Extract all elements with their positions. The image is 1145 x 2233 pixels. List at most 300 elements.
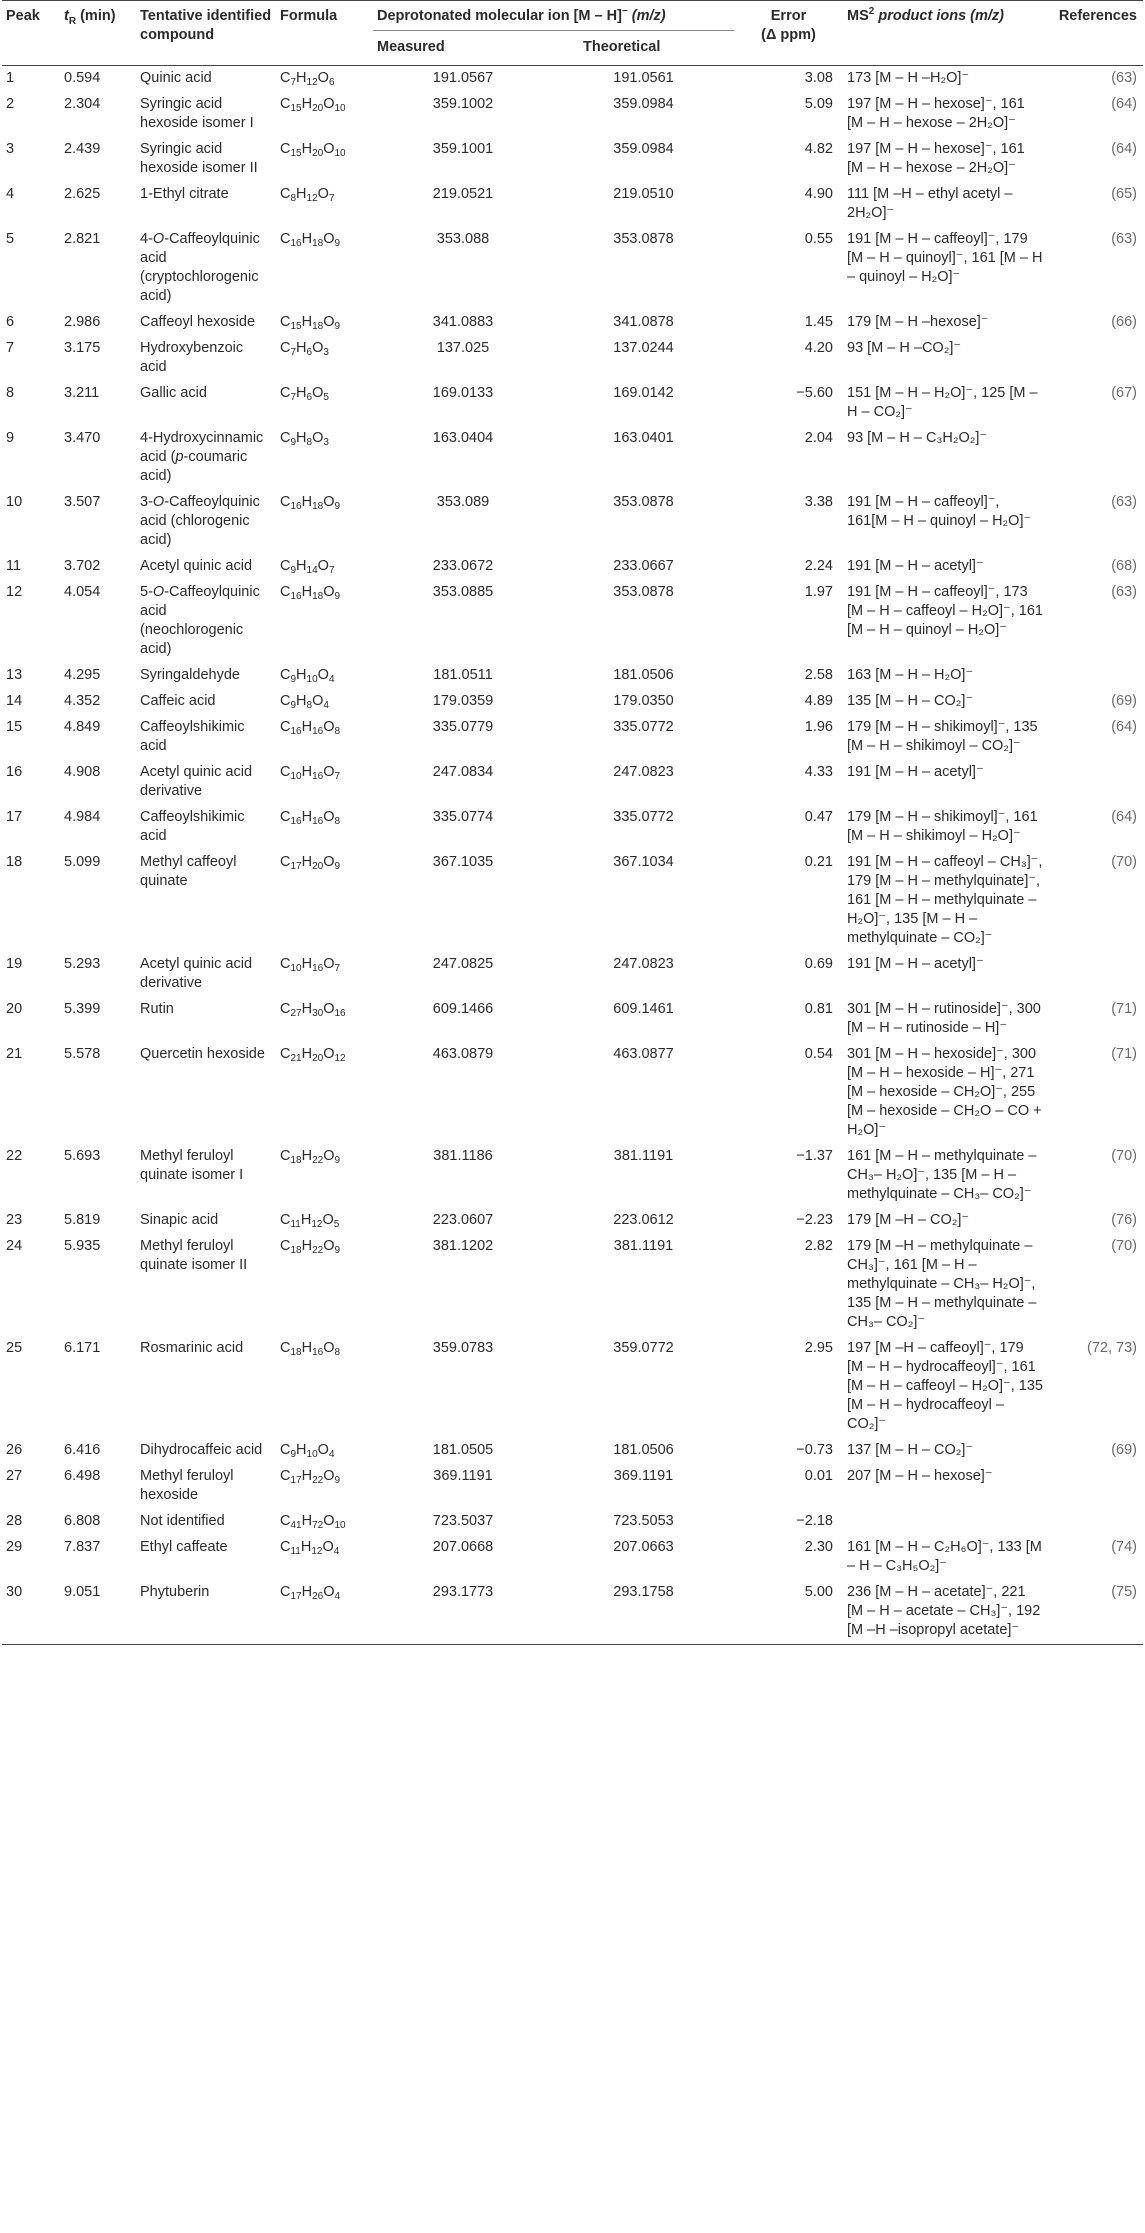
- cell-compound: Syringic acid hexoside isomer II: [140, 141, 258, 176]
- cell-error: 1.45: [804, 314, 833, 330]
- cell-retention-time: 5.935: [64, 1238, 101, 1254]
- cell-peak: 6: [6, 314, 15, 330]
- cell-measured: 137.025: [436, 340, 490, 356]
- cell-reference: (72, 73): [1087, 1340, 1137, 1356]
- cell-reference: (70): [1111, 1238, 1137, 1254]
- cell-compound: Sinapic acid: [140, 1212, 219, 1228]
- cell-theoretical: 293.1758: [553, 1580, 734, 1645]
- table-row: [2, 182, 1143, 227]
- cell-theoretical: 353.0878: [613, 494, 674, 510]
- cell-measured: 367.1035: [432, 854, 494, 870]
- cell-error: 0.01: [804, 1468, 833, 1484]
- header-measured: Measured: [373, 31, 553, 66]
- cell-formula: $C_9H_{14}O_7$: [280, 558, 335, 576]
- cell-ms2-ions: 93 [M – H –CO₂]⁻: [847, 340, 962, 356]
- cell-retention-time: 6.498: [64, 1468, 101, 1484]
- cell-formula: $C_{16}H_{18}O_9$: [280, 494, 341, 512]
- cell-reference: (70): [1111, 1148, 1137, 1164]
- cell-reference: (63): [1111, 494, 1137, 510]
- cell-compound: Phytuberin: [136, 1580, 276, 1645]
- cell-compound: 4-Hydroxycinnamic acid (p-coumaric acid): [140, 430, 264, 484]
- cell-ms2-ions: [843, 1509, 1047, 1535]
- cell-error: −5.60: [796, 385, 833, 401]
- cell-reference: (68): [1111, 558, 1137, 574]
- cell-peak: 16: [6, 764, 23, 780]
- cell-measured: 223.0607: [432, 1212, 494, 1228]
- cell-measured: 191.0567: [432, 70, 494, 86]
- cell-measured: 723.5037: [432, 1513, 494, 1529]
- cell-error: 4.20: [804, 340, 833, 356]
- cell-formula: $C_{17}H_{26}O_4$: [276, 1580, 373, 1645]
- cell-reference: [1047, 760, 1143, 805]
- cell-retention-time: 3.507: [64, 494, 101, 510]
- cell-retention-time: 2.986: [64, 314, 101, 330]
- cell-reference: (63): [1111, 70, 1137, 86]
- cell-retention-time: 2.304: [64, 96, 101, 112]
- cell-error: 2.82: [804, 1238, 833, 1254]
- cell-ms2-ions: 197 [M – H – hexose]⁻, 161 [M – H – hexose – 2H₂O]⁻: [847, 96, 1025, 131]
- cell-error: −2.23: [796, 1212, 833, 1228]
- cell-ms2-ions: 161 [M – H – C₂H₆O]⁻, 133 [M – H – C₃H₅O₂]⁻: [847, 1539, 1042, 1574]
- cell-ms2-ions: 173 [M – H –H₂O]⁻: [847, 70, 970, 86]
- cell-error: 0.55: [804, 231, 833, 247]
- cell-measured: 233.0672: [432, 558, 494, 574]
- cell-theoretical: 335.0772: [613, 809, 674, 825]
- cell-retention-time: 2.821: [64, 231, 101, 247]
- cell-retention-time: 4.984: [64, 809, 101, 825]
- cell-retention-time: 5.099: [64, 854, 101, 870]
- header-references: References: [1047, 1, 1143, 66]
- cell-reference: (64): [1111, 809, 1137, 825]
- cell-peak: 30: [2, 1580, 60, 1645]
- cell-ms2-ions: 179 [M –H – methylquinate – CH₃]⁻, 161 [M – H – methylquinate – CH₃– H₂O]⁻, 135 [M – H – methylquinate – CH₃– CO₂]⁻: [847, 1238, 1037, 1330]
- cell-compound: Not identified: [140, 1513, 225, 1529]
- table-header: [2, 1, 1143, 66]
- cell-peak: 10: [6, 494, 23, 510]
- cell-retention-time: 6.808: [64, 1513, 101, 1529]
- cell-formula: $C_{15}H_{20}O_{10}$: [280, 96, 346, 114]
- table-row: [2, 92, 1143, 137]
- cell-ms2-ions: 301 [M – H – rutinoside]⁻, 300 [M – H – rutinoside – H]⁻: [847, 1001, 1041, 1036]
- table-row: [2, 952, 1143, 997]
- cell-peak: 14: [6, 693, 23, 709]
- cell-error: 3.38: [804, 494, 833, 510]
- cell-ms2-ions: 161 [M – H – methylquinate – CH₃– H₂O]⁻, 135 [M – H – methylquinate – CH₃– CO₂]⁻: [847, 1148, 1037, 1202]
- cell-measured: 247.0834: [432, 764, 494, 780]
- cell-reference: (67): [1111, 385, 1137, 401]
- cell-theoretical: 353.0878: [613, 584, 674, 600]
- cell-theoretical: 367.1034: [613, 854, 674, 870]
- cell-peak: 1: [6, 70, 15, 86]
- cell-compound: 3-O-Caffeoylquinic acid (chlorogenic acid): [140, 494, 260, 548]
- table-row: [2, 1042, 1143, 1144]
- cell-error: 2.58: [804, 667, 833, 683]
- cell-peak: 20: [6, 1001, 23, 1017]
- cell-peak: 28: [6, 1513, 23, 1529]
- cell-retention-time: 3.211: [64, 385, 100, 401]
- cell-error: 4.90: [804, 186, 833, 202]
- cell-retention-time: 5.578: [64, 1046, 101, 1062]
- cell-retention-time: 5.819: [64, 1212, 101, 1228]
- cell-formula: $C_{27}H_{30}O_{16}$: [280, 1001, 346, 1019]
- cell-reference: (76): [1111, 1212, 1137, 1228]
- cell-retention-time: 3.175: [64, 340, 101, 356]
- table-body: [2, 66, 1143, 1645]
- cell-theoretical: 381.1191: [613, 1148, 674, 1164]
- cell-formula: $C_{11}H_{12}O_4$: [280, 1539, 340, 1557]
- cell-ms2-ions: 111 [M –H – ethyl acetyl – 2H₂O]⁻: [847, 186, 1013, 221]
- cell-measured: 247.0825: [432, 956, 494, 972]
- cell-reference: (66): [1111, 314, 1137, 330]
- header-ms2: $MS^2$ product ions (m/z): [843, 1, 1047, 66]
- cell-theoretical: 137.0244: [613, 340, 674, 356]
- cell-retention-time: 3.470: [64, 430, 101, 446]
- cell-formula: $C_7H_{12}O_6$: [280, 70, 335, 88]
- cell-error: 2.04: [804, 430, 833, 446]
- header-formula: Formula: [276, 1, 373, 66]
- cell-reference: (64): [1111, 96, 1137, 112]
- cell-retention-time: 6.416: [64, 1442, 101, 1458]
- cell-reference: [1047, 426, 1143, 490]
- cell-peak: 27: [6, 1468, 23, 1484]
- cell-peak: 2: [6, 96, 15, 112]
- cell-measured: 359.1002: [432, 96, 494, 112]
- table-row: [2, 66, 1143, 93]
- header-retention-time: $t_R$ (min): [60, 1, 136, 66]
- cell-reference: [1047, 336, 1143, 381]
- cell-theoretical: 207.0663: [613, 1539, 674, 1555]
- cell-theoretical: 179.0350: [613, 693, 674, 709]
- cell-formula: $C_{17}H_{20}O_9$: [280, 854, 341, 872]
- cell-measured: 463.0879: [432, 1046, 494, 1062]
- cell-ms2-ions: 207 [M – H – hexose]⁻: [847, 1468, 993, 1484]
- table-row: [2, 310, 1143, 336]
- cell-ms2-ions: 197 [M – H – hexose]⁻, 161 [M – H – hexose – 2H₂O]⁻: [847, 141, 1025, 176]
- table-row: [2, 1509, 1143, 1535]
- cell-theoretical: 169.0142: [613, 385, 674, 401]
- cell-ms2-ions: 236 [M – H – acetate]⁻, 221 [M – H – acetate – CH₃]⁻, 192 [M –H –isopropyl acetate]⁻: [843, 1580, 1047, 1645]
- header-compound: Tentative identified compound: [136, 1, 276, 66]
- table-row: [2, 137, 1143, 182]
- header-ion-group: Deprotonated molecular ion [M – H]− (m/z): [377, 6, 666, 24]
- cell-peak: 5: [6, 231, 15, 247]
- cell-compound: Caffeoylshikimic acid: [140, 809, 245, 844]
- cell-peak: 29: [6, 1539, 23, 1555]
- cell-formula: $C_{15}H_{20}O_{10}$: [280, 141, 346, 159]
- table-row: [2, 715, 1143, 760]
- cell-retention-time: 5.693: [64, 1148, 101, 1164]
- cell-peak: 21: [6, 1046, 23, 1062]
- cell-ms2-ions: 151 [M – H – H₂O]⁻, 125 [M – H – CO₂]⁻: [847, 385, 1038, 420]
- cell-formula: $C_{16}H_{16}O_8$: [280, 809, 341, 827]
- cell-compound: Quinic acid: [140, 70, 212, 86]
- cell-peak: 7: [6, 340, 15, 356]
- cell-theoretical: 341.0878: [613, 314, 674, 330]
- cell-formula: $C_{17}H_{22}O_9$: [280, 1468, 341, 1486]
- cell-theoretical: 181.0506: [613, 1442, 674, 1458]
- cell-retention-time: 4.908: [64, 764, 101, 780]
- cell-theoretical: 247.0823: [613, 956, 674, 972]
- cell-theoretical: 359.0984: [613, 141, 674, 157]
- cell-reference: [1047, 663, 1143, 689]
- cell-error: 0.47: [804, 809, 833, 825]
- table-row: [2, 554, 1143, 580]
- cell-compound: Acetyl quinic acid: [140, 558, 253, 574]
- cell-measured: 353.0885: [432, 584, 494, 600]
- cell-retention-time: 9.051: [60, 1580, 136, 1645]
- cell-formula: $C_{10}H_{16}O_7$: [280, 764, 341, 782]
- table-row: [2, 997, 1143, 1042]
- cell-compound: 5-O-Caffeoylquinic acid (neochlorogenic acid): [140, 584, 260, 657]
- cell-compound: Methyl feruloyl quinate isomer II: [140, 1238, 248, 1273]
- cell-error: 2.95: [804, 1340, 833, 1356]
- cell-peak: 15: [6, 719, 23, 735]
- cell-peak: 12: [6, 584, 23, 600]
- cell-reference: (71): [1111, 1046, 1137, 1062]
- cell-peak: 22: [6, 1148, 23, 1164]
- cell-retention-time: 4.352: [64, 693, 101, 709]
- cell-error: 2.24: [804, 558, 833, 574]
- cell-retention-time: 4.054: [64, 584, 101, 600]
- cell-compound: Caffeoyl hexoside: [140, 314, 256, 330]
- cell-peak: 18: [6, 854, 23, 870]
- cell-error: 4.82: [804, 141, 833, 157]
- table-row: [2, 1336, 1143, 1438]
- cell-formula: $C_9H_8O_4$: [280, 693, 329, 711]
- cell-ms2-ions: 179 [M – H – shikimoyl]⁻, 161 [M – H – shikimoyl – H₂O]⁻: [847, 809, 1038, 844]
- table-row: [2, 1438, 1143, 1464]
- cell-peak: 11: [6, 558, 22, 574]
- cell-peak: 3: [6, 141, 15, 157]
- cell-retention-time: 4.295: [64, 667, 101, 683]
- cell-error: −0.73: [796, 1442, 833, 1458]
- cell-theoretical: 369.1191: [613, 1468, 674, 1484]
- table-row: [2, 1464, 1143, 1509]
- table-row: [2, 336, 1143, 381]
- cell-measured: 381.1186: [433, 1148, 493, 1164]
- cell-theoretical: 609.1461: [613, 1001, 674, 1017]
- table-row: [2, 805, 1143, 850]
- cell-retention-time: 6.171: [64, 1340, 101, 1356]
- cell-reference: (71): [1111, 1001, 1137, 1017]
- cell-formula: $C_{41}H_{72}O_{10}$: [280, 1513, 346, 1531]
- cell-ms2-ions: 93 [M – H – C₃H₂O₂]⁻: [847, 430, 988, 446]
- cell-compound: Methyl feruloyl hexoside: [140, 1468, 234, 1503]
- cell-compound: Ethyl caffeate: [140, 1539, 228, 1555]
- cell-theoretical: 353.0878: [613, 231, 674, 247]
- cell-theoretical: 219.0510: [613, 186, 674, 202]
- cell-error: 0.54: [804, 1046, 833, 1062]
- table-row: [2, 1580, 1143, 1645]
- cell-theoretical: 247.0823: [613, 764, 674, 780]
- header-peak: Peak: [2, 1, 60, 66]
- cell-reference: (69): [1111, 693, 1137, 709]
- cell-ms2-ions: 191 [M – H – acetyl]⁻: [847, 956, 984, 972]
- cell-error: 5.00: [734, 1580, 843, 1645]
- cell-ms2-ions: 179 [M –H – CO₂]⁻: [847, 1212, 970, 1228]
- table-row: [2, 663, 1143, 689]
- table-row: [2, 689, 1143, 715]
- cell-reference: [1047, 1464, 1143, 1509]
- cell-compound: Methyl feruloyl quinate isomer I: [140, 1148, 244, 1183]
- cell-measured: 169.0133: [432, 385, 494, 401]
- cell-measured: 207.0668: [432, 1539, 494, 1555]
- cell-formula: $C_{16}H_{16}O_8$: [280, 719, 341, 737]
- cell-ms2-ions: 179 [M – H – shikimoyl]⁻, 135 [M – H – shikimoyl – CO₂]⁻: [847, 719, 1038, 754]
- cell-formula: $C_{10}H_{16}O_7$: [280, 956, 341, 974]
- cell-peak: 24: [6, 1238, 23, 1254]
- cell-ms2-ions: 191 [M – H – caffeoyl]⁻, 161[M – H – quinoyl – H₂O]⁻: [847, 494, 1032, 529]
- cell-reference: (69): [1111, 1442, 1137, 1458]
- cell-measured: 293.1773: [373, 1580, 553, 1645]
- cell-measured: 359.1001: [432, 141, 494, 157]
- cell-compound: Acetyl quinic acid derivative: [140, 764, 253, 799]
- cell-reference: (63): [1111, 231, 1137, 247]
- table-row: [2, 850, 1143, 952]
- cell-error: 4.89: [804, 693, 833, 709]
- cell-measured: 335.0779: [432, 719, 494, 735]
- cell-formula: $C_9H_8O_3$: [280, 430, 329, 448]
- cell-theoretical: 381.1191: [613, 1238, 674, 1254]
- cell-peak: 8: [6, 385, 15, 401]
- cell-compound: Quercetin hexoside: [140, 1046, 265, 1062]
- cell-retention-time: 5.293: [64, 956, 101, 972]
- cell-retention-time: 2.625: [64, 186, 101, 202]
- cell-reference: (63): [1111, 584, 1137, 600]
- cell-ms2-ions: 135 [M – H – CO₂]⁻: [847, 693, 974, 709]
- table-row: [2, 490, 1143, 554]
- cell-theoretical: 359.0772: [613, 1340, 674, 1356]
- cell-measured: 359.0783: [432, 1340, 494, 1356]
- cell-theoretical: 233.0667: [613, 558, 674, 574]
- cell-formula: $C_7H_6O_3$: [280, 340, 329, 358]
- table-row: [2, 1144, 1143, 1208]
- cell-ms2-ions: 163 [M – H – H₂O]⁻: [847, 667, 974, 683]
- cell-formula: $C_{18}H_{22}O_9$: [280, 1238, 341, 1256]
- cell-ms2-ions: 191 [M – H – caffeoyl – CH₃]⁻, 179 [M – H – methylquinate]⁻, 161 [M – H – methylquinate – H₂O]⁻, 135 [M – H – methylquinate – CO₂]⁻: [847, 854, 1043, 946]
- table-row: [2, 1535, 1143, 1580]
- cell-theoretical: 359.0984: [613, 96, 674, 112]
- cell-retention-time: 3.702: [64, 558, 101, 574]
- cell-peak: 25: [6, 1340, 23, 1356]
- table-row: [2, 227, 1143, 310]
- cell-formula: $C_{18}H_{22}O_9$: [280, 1148, 341, 1166]
- table-row: [2, 426, 1143, 490]
- cell-measured: 219.0521: [432, 186, 494, 202]
- cell-retention-time: 0.594: [64, 70, 101, 86]
- cell-ms2-ions: 191 [M – H – caffeoyl]⁻, 179 [M – H – quinoyl]⁻, 161 [M – H – quinoyl – H₂O]⁻: [847, 231, 1043, 285]
- cell-measured: 335.0774: [432, 809, 494, 825]
- cell-error: 0.81: [804, 1001, 833, 1017]
- cell-measured: 163.0404: [432, 430, 494, 446]
- cell-formula: $C_9H_{10}O_4$: [280, 1442, 335, 1460]
- cell-formula: $C_{16}H_{18}O_9$: [280, 584, 341, 602]
- cell-theoretical: 463.0877: [613, 1046, 674, 1062]
- table-row: [2, 580, 1143, 663]
- cell-reference: (64): [1111, 719, 1137, 735]
- cell-peak: 9: [6, 430, 15, 446]
- cell-reference: (74): [1111, 1539, 1137, 1555]
- cell-error: 1.96: [804, 719, 833, 735]
- cell-error: 3.08: [804, 70, 833, 86]
- table-row: [2, 760, 1143, 805]
- cell-measured: 179.0359: [432, 693, 494, 709]
- cell-error: 1.97: [804, 584, 833, 600]
- cell-ms2-ions: 301 [M – H – hexoside]⁻, 300 [M – H – hexoside – H]⁻, 271 [M – hexoside – CH₂O]⁻, 255 [M – hexoside – CH₂O – CO + H₂O]⁻: [847, 1046, 1042, 1138]
- cell-reference: (64): [1111, 141, 1137, 157]
- cell-formula: $C_{11}H_{12}O_5$: [280, 1212, 340, 1230]
- header-theoretical: Theoretical: [553, 31, 734, 66]
- cell-peak: 26: [6, 1442, 23, 1458]
- cell-retention-time: 7.837: [64, 1539, 101, 1555]
- cell-compound: Rutin: [140, 1001, 174, 1017]
- cell-reference: (65): [1111, 186, 1137, 202]
- cell-measured: 181.0511: [433, 667, 493, 683]
- cell-ms2-ions: 197 [M –H – caffeoyl]⁻, 179 [M – H – hydrocaffeoyl]⁻, 161 [M – H – caffeoyl – H₂O]⁻, 135 [M – H – hydrocaffeoyl – CO₂]⁻: [847, 1340, 1043, 1432]
- cell-peak: 23: [6, 1212, 23, 1228]
- cell-theoretical: 223.0612: [613, 1212, 674, 1228]
- cell-retention-time: 2.439: [64, 141, 101, 157]
- cell-compound: 4-O-Caffeoylquinic acid (cryptochlorogenic acid): [140, 231, 260, 304]
- table-row: [2, 1234, 1143, 1336]
- cell-formula: $C_9H_{10}O_4$: [280, 667, 335, 685]
- cell-reference: [1047, 1509, 1143, 1535]
- cell-measured: 341.0883: [432, 314, 494, 330]
- cell-peak: 17: [6, 809, 23, 825]
- cell-measured: 353.088: [436, 231, 490, 247]
- cell-retention-time: 5.399: [64, 1001, 101, 1017]
- cell-formula: $C_{21}H_{20}O_{12}$: [280, 1046, 346, 1064]
- cell-measured: 353.089: [436, 494, 490, 510]
- cell-formula: $C_7H_6O_5$: [280, 385, 329, 403]
- cell-measured: 381.1202: [432, 1238, 494, 1254]
- cell-theoretical: 723.5053: [613, 1513, 674, 1529]
- cell-compound: Hydroxybenzoic acid: [140, 340, 244, 375]
- cell-reference: (75): [1047, 1580, 1143, 1645]
- cell-compound: Methyl caffeoyl quinate: [140, 854, 237, 889]
- cell-error: 0.69: [804, 956, 833, 972]
- cell-theoretical: 191.0561: [613, 70, 674, 86]
- cell-error: 0.21: [804, 854, 833, 870]
- cell-ms2-ions: 191 [M – H – acetyl]⁻: [847, 764, 984, 780]
- cell-theoretical: 163.0401: [613, 430, 674, 446]
- cell-error: −2.18: [796, 1513, 833, 1529]
- header-error: Error (Δ ppm): [734, 1, 843, 66]
- cell-peak: 19: [6, 956, 23, 972]
- cell-compound: Caffeic acid: [140, 693, 216, 709]
- cell-theoretical: 181.0506: [613, 667, 674, 683]
- cell-formula: $C_{16}H_{18}O_9$: [280, 231, 341, 249]
- cell-formula: $C_{15}H_{18}O_9$: [280, 314, 341, 332]
- cell-error: 4.33: [804, 764, 833, 780]
- table-row: [2, 1208, 1143, 1234]
- cell-formula: $C_8H_{12}O_7$: [280, 186, 335, 204]
- cell-peak: 13: [6, 667, 23, 683]
- cell-ms2-ions: 191 [M – H – acetyl]⁻: [847, 558, 984, 574]
- cell-reference: (70): [1111, 854, 1137, 870]
- cell-formula: $C_{18}H_{16}O_8$: [280, 1340, 341, 1358]
- cell-peak: 4: [6, 186, 15, 202]
- cell-retention-time: 4.849: [64, 719, 101, 735]
- cell-measured: 369.1191: [433, 1468, 493, 1484]
- cell-error: −1.37: [796, 1148, 833, 1164]
- cell-error: 2.30: [804, 1539, 833, 1555]
- cell-compound: Gallic acid: [140, 385, 207, 401]
- cell-compound: Syringaldehyde: [140, 667, 240, 683]
- cell-error: 5.09: [804, 96, 833, 112]
- table-row: [2, 381, 1143, 426]
- cell-compound: Rosmarinic acid: [140, 1340, 244, 1356]
